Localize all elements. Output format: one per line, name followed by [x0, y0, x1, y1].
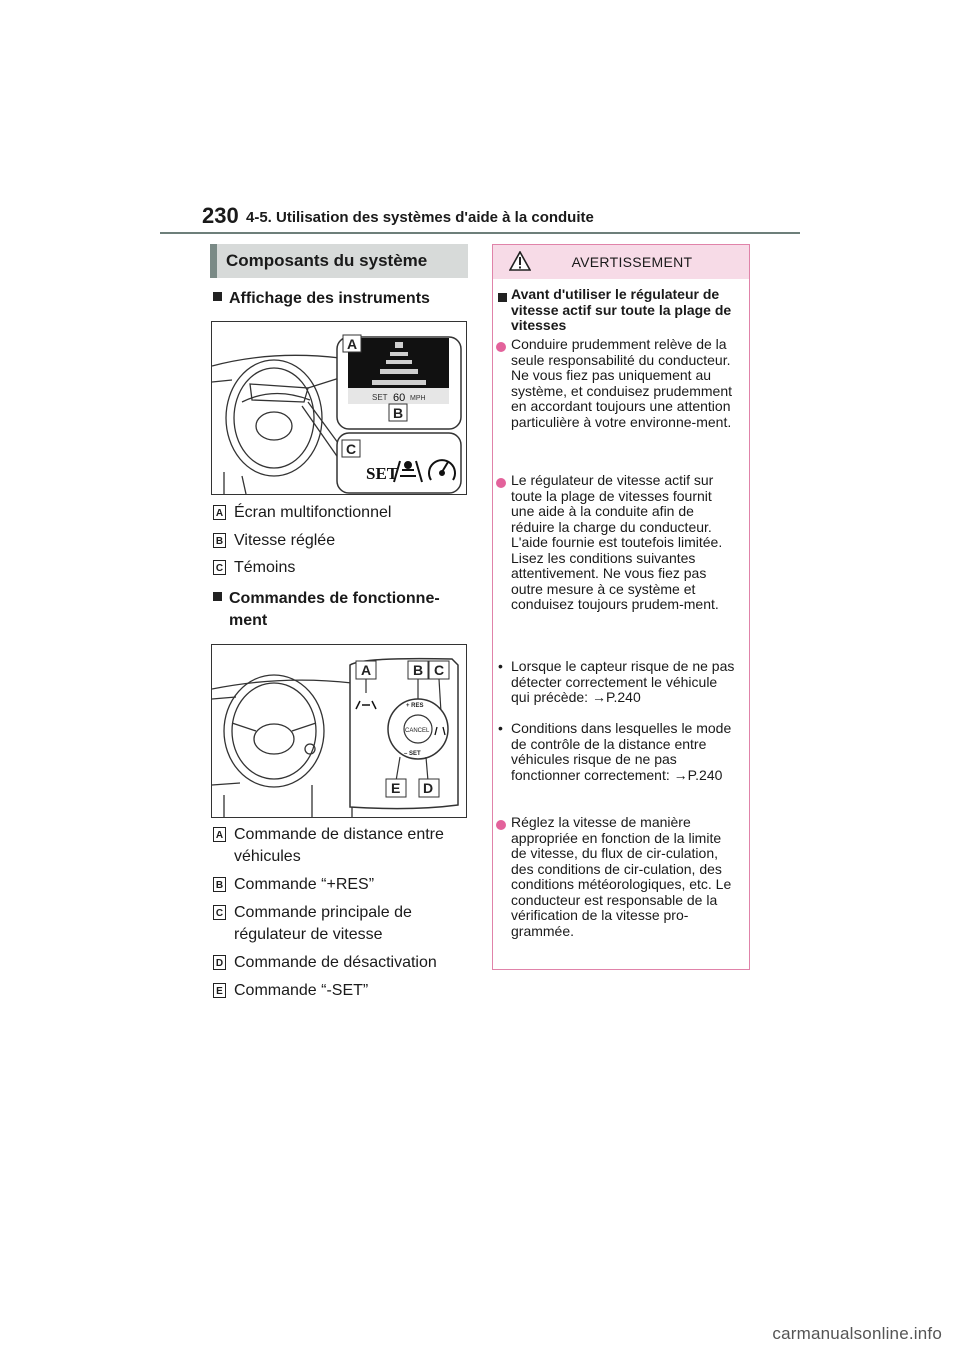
callout-b: B — [393, 405, 404, 421]
running-header: 4-5. Utilisation des systèmes d'aide à la conduite — [246, 209, 594, 226]
subheading-controls: Commandes de fonctionne- ment — [213, 588, 230, 610]
callout-c: C — [434, 662, 445, 678]
callout-e: E — [391, 780, 401, 796]
header-rule — [160, 232, 800, 234]
callout-a: A — [347, 336, 358, 352]
warning-triangle-icon — [509, 251, 531, 271]
set-label: SET — [372, 393, 388, 402]
callout-a: A — [361, 662, 372, 678]
warning-header — [493, 245, 749, 279]
callout-c: C — [346, 441, 357, 457]
res-label: + RES — [406, 703, 424, 709]
square-bullet-icon — [213, 592, 222, 601]
set-label: – SET — [404, 751, 421, 757]
instrument-display-figure — [211, 321, 467, 495]
cancel-label: CANCEL — [405, 728, 430, 734]
speed-value: 60 — [393, 392, 406, 404]
dot-bullet-icon — [496, 820, 506, 830]
callout-d: D — [423, 780, 434, 796]
bullet-icon: • — [498, 658, 503, 674]
speed-unit: MPH — [410, 395, 426, 402]
bullet-icon: • — [498, 720, 503, 736]
page-number: 230 — [202, 203, 239, 228]
dot-bullet-icon — [496, 342, 506, 352]
set-indicator: SET — [366, 464, 399, 483]
dot-bullet-icon — [496, 478, 506, 488]
section-title: Composants du système — [210, 244, 468, 278]
watermark: carmanualsonline.info — [772, 1324, 942, 1343]
warning-title: AVERTISSEMENT — [571, 254, 693, 270]
callout-b: B — [413, 662, 424, 678]
subheading-instruments: Affichage des instruments — [213, 288, 230, 310]
square-bullet-icon — [213, 292, 222, 301]
warning-box: AVERTISSEMENT Avant d'utiliser le régulateur de vitesse actif sur toute la plage de vitesses Conduire prudemment relève de la seule responsabilité du conducteur. Ne vous fiez pas uniquement au système, et conduisez prudemment en accordant toujours une attention particulière à votre environne-ment. Le régulateur de vitesse actif sur toute la plage de vitesses fournit une aide à la conduite afin de réduire la charge du conducteur. L'aide fournie est toutefois limitée. Lisez les conditions suivantes attentivement. Ne vous fiez pas outre mesure à ce système et conduisez toujours prudem-ment. • Lorsque le capteur risque de ne pas détecter correctement le véhicule qui précède: →P.240 • Conditions dans lesquelles le mode de contrôle de la distance entre véhicules risque de ne pas fonctionner correctement: →P.240 Réglez la vitesse de manière appropriée en fonction de la limite de vitesse, du flux de cir-culation, des conditions de cir-culation, des conditions météorologiques, etc. Le conducteur est responsable de la vérification de la vitesse pro-grammée. — [492, 244, 750, 970]
controls-figure — [211, 644, 467, 818]
square-bullet-icon — [498, 293, 507, 302]
